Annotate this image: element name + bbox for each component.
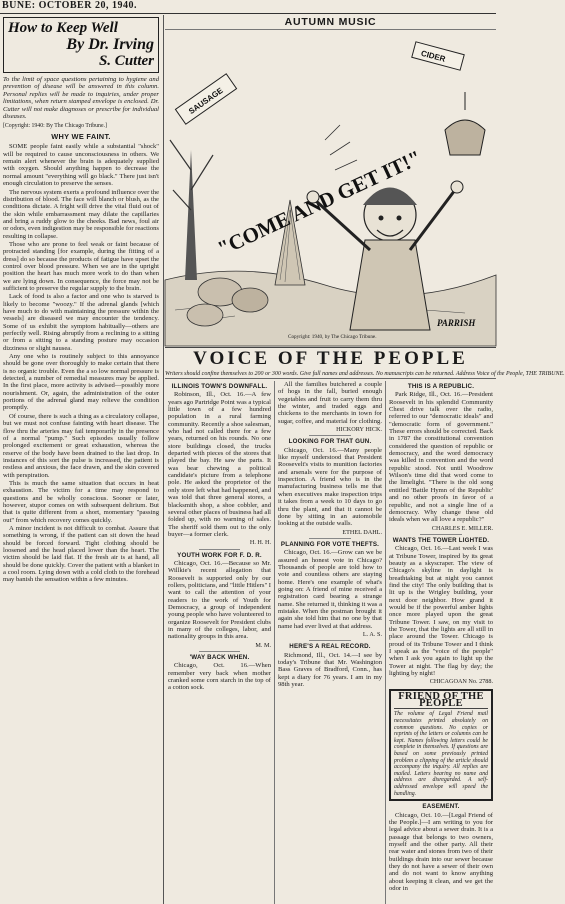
letter-heading: HERE'S A REAL RECORD. [289, 643, 371, 651]
cartoon-speech: "COME AND GET IT!" [213, 145, 426, 261]
cartoon-copyright: Copyright: 1940, by The Chicago Tribune. [288, 334, 377, 340]
friend-intro: The volume of Legal Friend mail necessitates printed absolutely on common questions. No copies or reprints of the letters or columns can be kept. Names following letters could be complete in themselves. If questions are based on some previously printed problem a clipping of the article should accompany the inquiry. All replies are mailed. Letters bearing no name and address are disregarded. A self-addressed envelope will speed the handling. [394, 711, 488, 797]
letters-column-3 [386, 381, 496, 904]
letter-signature: M. M. [255, 641, 271, 649]
letter-signature: CHICAGOAN No. 2788. [429, 678, 493, 686]
letter-heading: YOUTH WORK FOR F. D. R. [177, 551, 262, 559]
friend-title: FRIEND OF THE PEOPLE [394, 693, 488, 710]
letter-body: Chicago, Oct. 16.—Because so Mr. Willkie's recent allegation that Roosevelt is supported only by our rollers, politicians, and "little Hitlers" I want to call the attention of your readers to the work of Youth for Democracy, a group of independent young people who have volunteered to organize Roosevelt for President clubs in many of the colleges, labor, and nationality groups in this area. [168, 559, 271, 641]
divider [309, 640, 351, 641]
sign-sausage: SAUSAGE [187, 85, 225, 116]
logo-title: How to Keep Well [8, 20, 118, 36]
article-heading: WHY WE FAINT. [51, 132, 111, 142]
letter-body: Richmond, Ill., Oct. 14.—I see by today's Tribune that Mr. Washington Bass Graves of Bradford, Conn., has kept a diary for 76 years. I am in my 98th year. [278, 651, 382, 689]
cartoon-drawing [165, 30, 496, 346]
letter-body: All the families butchered a couple of hogs in the fall, buried enough vegetables and fruit to carry them thru the winter, and traded eggs and chickens to the merchants in town for sugar, coffee, and material for clothing. [278, 381, 382, 425]
column-logo [3, 17, 159, 73]
letter-heading: LOOKING FOR THAT GUN. [288, 438, 372, 446]
letters-column-1 [165, 381, 275, 904]
letter-body: Chicago, Oct. 16.—Grow can we be assured an honest vote in Chicago? Thousands of people are told how to vote and countless others are staying home. Here's one example of what's going on: A friend of mine received a registration card bearing a strange name. She returned it, thinking it was a mistake. When the postman brought it again she told him that no one by that name had ever lived at that address. [278, 549, 382, 630]
logo-byline: By Dr. Irving [66, 36, 154, 53]
column-intro: To the limit of space questions pertaining to hygiene and prevention of disease will be answered in this column. Personal replies will be made to inquiries, under proper limitations, when return stamped envelope is enclosed. Dr. Cutter will not make diagnoses or prescribe for individual diseases. [3, 76, 159, 121]
divider [309, 435, 351, 436]
masthead: BUNE: OCTOBER 20, 1940. [0, 0, 496, 14]
logo-author: S. Cutter [98, 53, 154, 69]
letter-heading: THIS IS A REPUBLIC. [407, 383, 475, 390]
letter-heading: PLANNING FOR VOTE THEFTS. [280, 540, 380, 548]
cartoon-artist: PARRISH [437, 318, 476, 328]
article-paragraph: Any one who is routinely subject to this annoyance should be gone over thoroughly to make certain that there is no organic trouble. Even the a so low normal pressure is detected, a number of remedial measures may be applied. In the first place, more activity is advised—possibly more nourishment. Or, again, the administration of the outer portions of the adrenal gland may relieve the condition promptly. [3, 353, 159, 412]
letter-signature: CHARLES E. MILLER. [431, 524, 493, 532]
letter-signature: ETHEL DAHL. [342, 528, 382, 536]
letter-heading: ILLINOIS TOWN'S DOWNFALL. [171, 383, 268, 390]
article-paragraph: Lack of food is also a factor and one who is starved is likely to become "woozy." If the adrenal glands [which have much to do with maintaining the pressure within the vessels] are diseased we may encounter the tendency. Some of us exhibit the symptom habitually—others are perfectly well. Rising abruptly from a reclining to a sitting or from a sitting to a standing posture may occasion dizziness or slight nausea. [3, 293, 159, 352]
divider [309, 538, 351, 539]
letter-signature: L. A. S. [362, 631, 382, 638]
section-intro: Writers should confine themselves to 200 or 300 words. Give full names and addresses. No manuscripts can be returned. Address Voice of the People, THE TRIBUNE. [165, 371, 565, 377]
health-column [0, 15, 164, 904]
letter-signature: H. H. H. [249, 539, 271, 547]
article-paragraph: This is much the same situation that occurs in heat exhaustion. The victim for a time may respond to questions and be wholly conscious. Sooner or later, however, stupor comes on with subsequent delirium. But that is quite different from a short, momentary "passing out" from which recovery comes quickly. [3, 479, 159, 524]
divider [199, 549, 240, 550]
article-paragraph: Of course, there is such a thing as a circulatory collapse, but we must not confuse fainting with heart disease. The flow thru the arteries may fail temporarily in the presence of a normal "pump." Such episodes usually follow prolonged excitement or great exhaustion, whereas the reserve of the body have been drained to the last drop. In instances of this sort the pulse is increased, the patient is restless and anxious, the face drawn, and the skin covered with perspiration. [3, 412, 159, 479]
cartoon-header: AUTUMN MUSIC [165, 15, 496, 30]
article-paragraph: A minor incident is not difficult to combat. Assure that something is wrong, if the patient can sit down the head should be forced forward. Tight clothing should be loosened and the head placed lower than the heart. The victim should be laid flat. If the fresh air is at hand, all should be done quickly. Cover the patient with a blanket in a cool room. Lying down with a cold cloth to the forehead may banish the sensation within a few minutes. [3, 524, 159, 584]
divider [420, 534, 462, 535]
letter-body: Robinson, Ill., Oct. 16.—A few years ago Partridge Point was a typical little town of a few hundred population in a rural farming community. Recently a shoe salesman, who had not called there for a few years, returned on his rounds. No one store buildings closed, the trucks departed with pieces of the stores that played the bay. He saw the parts. It was bear chewing a political candidate's picture from a telephone pole. He asked the proprietor of the only store left what had happened, and was told that three general stores, a blacksmith shop, a shoe cobbler, and several other places of business had all folded up, with no warning of sales. The sheriff sold them out to the only buyer—a former clerk. [168, 391, 271, 538]
letters-column-2 [275, 381, 386, 904]
letter-heading: WANTS THE TOWER LIGHTED. [392, 536, 490, 544]
letter-heading: EASEMENT. [422, 803, 460, 811]
letter-body: Chicago, Oct. 10.—[Legal Friend of the People.]—I am writing to you for legal advice about a sewer drain. It is a passage that belongs to two owners, myself and the other party. All their rear water and stones from two of their buildings drain into our sewer because they do not have a sewer of their own and do not want to know anything about keeping it clean, and we get the odor in [389, 811, 493, 892]
article-body [3, 143, 159, 583]
letter-body: Chicago, Oct. 16.—Many people like myself understood that President Roosevelt's visits to munition factories and arsenals were for the purpose of inspection. A friend who is in the manufacturing business tells me that when executives make inspection trips it takes from a week to 10 days to go thru the plant, and that it cannot be done by sitting in an automobile looking at the outside walls. [278, 446, 382, 528]
sign-cider: CIDER [420, 48, 447, 64]
section-title: VOICE OF THE PEOPLE [165, 347, 496, 369]
article-paragraph: The nervous system exerts a profound influence over the distribution of blood. The face will blanch or blush, as the conditions dictate. A fright will drive the vital fluid out of the skin while embarrassment may dilate the capillaries and bring a ruddy glow to the cheeks. Bad news, foul air or odors, even indigestion may be responsible for reactions resulting in collapse. [3, 188, 159, 240]
article-paragraph: Those who are prone to feel weak or faint because of protracted standing [for example, during the fitting of a dress] do so because the products of fatigue have upset the control over blood pressure. When we are in the upright position the heart has much more work to do than when we are lying down. In consequence, the force may not be sufficient to preserve the regular supply to the brain. [3, 240, 159, 292]
friend-of-the-people-box [389, 689, 493, 801]
letter-body: Chicago, Oct. 16.—Last week I was at Tribune Tower, inspired by its great beauty as a skyscraper. The view of Chicago's skyline in daylight is breathtaking but at night you cannot find the city! The only building that is lit up is the Wrigley building, your next door neighbor. How grand it would be if the powerful amber lights once more played upon the great Tribune Tower. I saw, on my visit to the Tower, that the lights are all still in place around the Tower. Chicago is proud of its Tribune Tower and I think I speak as the "voice of the people" when I ask you again to light up the Tower at night. The flag by day; the lighting by night! [389, 545, 493, 678]
letter-body: Park Ridge, Ill., Oct. 16.—President Roosevelt in his splendid Community Chest drive talk over the radio, referred to our "democratic ideals" and "democratic form of government." These errors should be corrected. Back in 1787 the constitutional convention considered the question of republic or democracy, and the word democracy was killed in convention and the word republic stood. Not until Woodrow Wilson's time did that word come to the limelight. "There is the old song entitled 'Battle Hymn of the Republic' and no other proofs in favor of a republic, and not a single line of a democracy. Why change these old ideals when we all love a republic?" [389, 391, 493, 524]
divider [199, 651, 240, 652]
article-paragraph: SOME people faint easily while a substantial "shock" will be required to cause unconsciousness in others. We remain alert whenever the brain is adequately supplied with oxygen. Should anything happen to decrease the normal amount "everything will go black." There just isn't enough circulation to preserve the senses. [3, 143, 159, 188]
column-copyright: [Copyright: 1940: By The Chicago Tribune.] [3, 123, 107, 130]
letter-signature: HICKORY HICK. [336, 426, 382, 434]
cartoon-illustration [165, 30, 496, 346]
letter-body: Chicago, Oct. 16.—When remember very back when mother cranked some corn starch in the top of a cotton sock. [168, 662, 271, 692]
letter-heading: 'WAY BACK WHEN. [189, 654, 250, 662]
